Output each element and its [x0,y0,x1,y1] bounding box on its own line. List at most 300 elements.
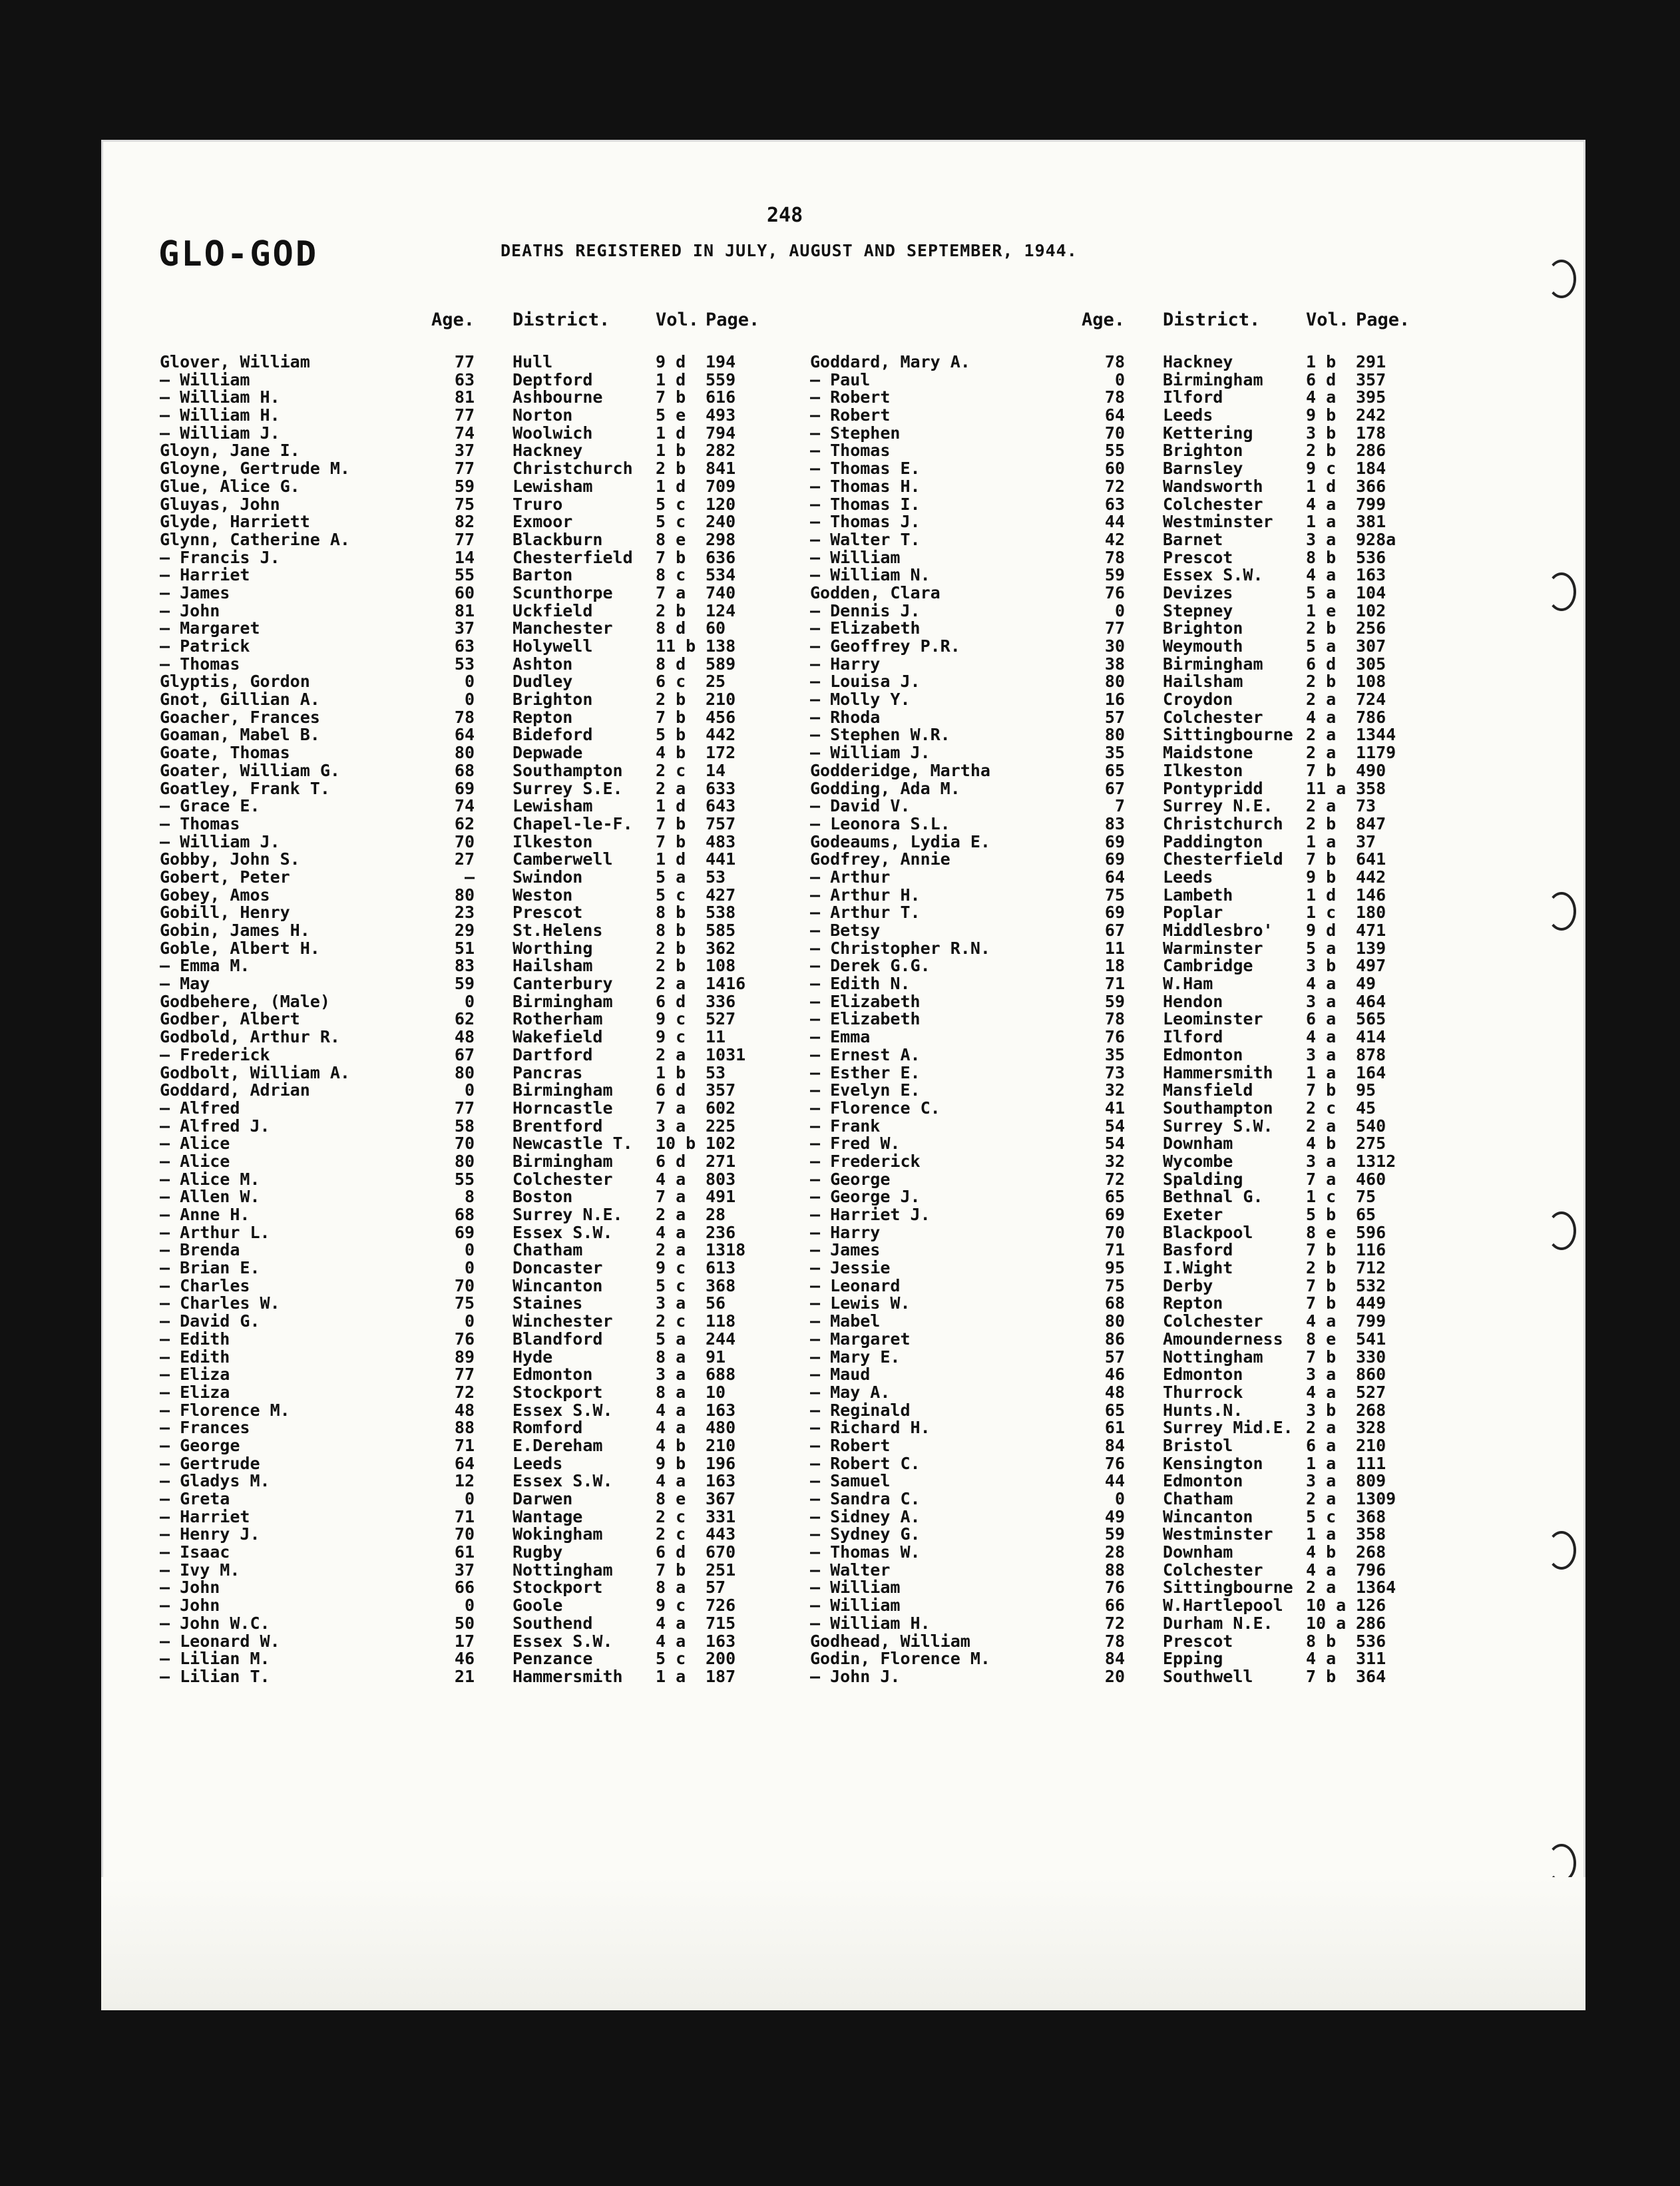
entry-page: 357 [1356,369,1386,389]
entry-name: Glynn, Catherine A. [160,529,350,549]
entry-name: — Henry J. [160,1524,260,1544]
entry-district: Stepney [1163,600,1233,620]
entry-name: — John W.C. [160,1613,270,1633]
entry-district: Woolwich [513,423,593,443]
entry-page: 163 [706,1400,736,1420]
entry-district: Devizes [1163,582,1233,602]
entry-district: Colchester [1163,1311,1263,1331]
entry-name: — Thomas [810,441,891,461]
entry-age: 78 [1104,547,1125,567]
entry-name: — William [810,547,901,567]
entry-name: — Stephen W.R. [810,725,950,745]
entry-name: Gloyne, Gertrude M. [160,459,350,479]
entry-volume: 4 a [1306,387,1337,407]
entry-volume: 8 a [656,1382,686,1402]
entry-district: Pontypridd [1163,778,1263,798]
entry-page: 536 [1356,547,1386,567]
entry-age: 71 [1104,1240,1125,1260]
entry-district: Christchurch [1163,813,1283,833]
entry-district: Brentford [513,1116,603,1136]
punch-hole [1547,572,1576,611]
entry-district: Swindon [513,867,583,887]
entry-volume: 9 d [656,352,686,371]
entry-page: 757 [706,813,736,833]
entry-district: Canterbury [513,974,613,994]
district-header: District. [513,310,610,330]
entry-volume: 6 d [656,1542,686,1562]
entry-district: Hull [513,352,553,371]
entry-volume: 3 a [1306,991,1337,1011]
entry-volume: 11 a [1306,778,1347,798]
entry-page: 643 [706,796,736,816]
vol-header: Vol. [1306,310,1350,330]
entry-district: Pancras [513,1062,583,1082]
entry-age: 28 [1104,1542,1125,1562]
entry-district: Bideford [513,725,593,745]
entry-age: 71 [1104,974,1125,994]
entry-age: 95 [1104,1258,1125,1278]
entry-age: 71 [454,1435,475,1455]
entry-volume: 4 a [656,1418,686,1438]
entry-district: Downham [1163,1542,1233,1562]
entry-age: 59 [1104,991,1125,1011]
entry-volume: 3 a [656,1293,686,1313]
entry-name: — George [160,1435,240,1455]
entry-page: 471 [1356,921,1386,940]
entry-district: Mansfield [1163,1080,1253,1100]
entry-name: — William H. [810,1613,931,1633]
entry-page: 328 [1356,1418,1386,1438]
entry-age: 80 [454,743,475,763]
entry-age: 82 [454,512,475,532]
entry-district: Nottingham [513,1560,613,1580]
entry-page: 251 [706,1560,736,1580]
entry-name: Gobert, Peter [160,867,290,887]
entry-age: 70 [454,1134,475,1154]
entry-age: 17 [454,1631,475,1651]
entry-page: 670 [706,1542,736,1562]
entry-volume: 4 b [1306,1542,1337,1562]
entry-name: — Reginald [810,1400,911,1420]
entry-name: — Paul [810,369,871,389]
entry-age: 37 [454,1560,475,1580]
entry-volume: 7 b [1306,1240,1337,1260]
entry-name: — Robert [810,405,891,425]
entry-volume: 1 b [656,441,686,461]
entry-volume: 3 a [656,1365,686,1385]
entry-volume: 7 b [1306,760,1337,780]
entry-page: 37 [1356,831,1376,851]
entry-page: 108 [706,956,736,976]
entry-age: 20 [1104,1666,1125,1686]
entry-district: Goole [513,1596,563,1616]
entry-district: Basford [1163,1240,1233,1260]
entry-name: — James [160,582,230,602]
entry-name: Godbehere, (Male) [160,991,330,1011]
entry-volume: 4 b [656,1435,686,1455]
entry-page: 589 [706,654,736,674]
entry-page: 786 [1356,707,1386,727]
entry-name: — Harriet [160,565,250,585]
entry-volume: 4 a [1306,565,1337,585]
entry-volume: 2 a [1306,743,1337,763]
entry-age: 59 [1104,1524,1125,1544]
entry-district: Surrey Mid.E. [1163,1418,1293,1438]
entry-page: 712 [1356,1258,1386,1278]
entry-page: 536 [1356,1631,1386,1651]
entry-name: — Frank [810,1116,881,1136]
entry-name: — Alfred J. [160,1116,270,1136]
entry-page: 240 [706,512,736,532]
entry-volume: 6 d [656,1080,686,1100]
entry-page: 11 [706,1027,726,1047]
entry-district: Wantage [513,1506,583,1526]
entry-name: — Margaret [810,1329,911,1349]
entry-district: Ilford [1163,1027,1223,1047]
entry-district: Dartford [513,1044,593,1064]
entry-district: Exmoor [513,512,573,532]
entry-volume: 5 a [656,1329,686,1349]
entry-age: 76 [454,1329,475,1349]
entry-volume: 8 d [656,618,686,638]
entry-page: 146 [1356,885,1386,905]
entry-name: Gnot, Gillian A. [160,690,320,710]
entry-age: 70 [454,831,475,851]
entry-volume: 6 c [656,672,686,692]
entry-district: Prescot [1163,1631,1233,1651]
entry-name: — Geoffrey P.R. [810,636,960,656]
entry-volume: 1 b [656,1062,686,1082]
entry-district: Winchester [513,1311,613,1331]
district-header: District. [1163,310,1261,330]
entry-volume: 9 b [1306,405,1337,425]
punch-hole [1547,1211,1576,1250]
entry-age: 75 [1104,1275,1125,1295]
entry-district: Edmonton [1163,1365,1243,1385]
entry-age: 51 [454,938,475,958]
entry-page: 724 [1356,690,1386,710]
entry-volume: 2 b [1306,1258,1337,1278]
entry-age: 32 [1104,1151,1125,1171]
entry-age: 0 [464,1080,475,1100]
entry-volume: 7 b [1306,1347,1337,1367]
entry-page: 1344 [1356,725,1396,745]
entry-age: 0 [464,1596,475,1616]
entry-page: 456 [706,707,736,727]
entry-page: 688 [706,1365,736,1385]
entry-age: 14 [454,547,475,567]
entry-page: 362 [706,938,736,958]
entry-age: 35 [1104,743,1125,763]
entry-age: 70 [454,1524,475,1544]
entry-page: 1318 [706,1240,746,1260]
entry-volume: 4 a [1306,707,1337,727]
entry-age: 60 [454,582,475,602]
entry-age: 63 [454,636,475,656]
entry-name: — Maud [810,1365,871,1385]
entry-district: Rotherham [513,1009,603,1029]
entry-district: Weston [513,885,573,905]
entry-district: Exeter [1163,1205,1223,1224]
entry-name: — Elizabeth [810,618,921,638]
entry-age: 0 [1114,369,1125,389]
entry-district: Derby [1163,1275,1213,1295]
entry-page: 602 [706,1098,736,1118]
entry-district: Wokingham [513,1524,603,1544]
entry-name: — William H. [160,405,280,425]
entry-district: Maidstone [1163,743,1253,763]
entry-district: Depwade [513,743,583,763]
entry-district: Surrey S.W. [1163,1116,1273,1136]
entry-district: Wincanton [1163,1506,1253,1526]
entry-district: Hendon [1163,991,1223,1011]
entry-age: 64 [1104,405,1125,425]
entry-district: Ashbourne [513,387,603,407]
entry-name: — Jessie [810,1258,891,1278]
entry-name: — Lilian T. [160,1666,270,1686]
entry-page: 709 [706,476,736,496]
entry-page: 540 [1356,1116,1386,1136]
entry-volume: 2 a [1306,1116,1337,1136]
entry-page: 116 [1356,1240,1386,1260]
entry-district: Leeds [513,1453,563,1473]
entry-page: 65 [1356,1205,1376,1224]
entry-age: 76 [1104,1027,1125,1047]
entry-page: 1312 [1356,1151,1396,1171]
entry-name: — Alice M. [160,1169,260,1189]
entry-name: Gobin, James H. [160,921,310,940]
entry-volume: 1 a [1306,1453,1337,1473]
entry-age: 23 [454,903,475,923]
entry-page: 928a [1356,529,1396,549]
entry-page: 441 [706,849,736,869]
entry-volume: 6 d [656,991,686,1011]
entry-age: 41 [1104,1098,1125,1118]
entry-volume: 11 b [656,636,696,656]
entry-volume: 1 a [1306,831,1337,851]
entry-page: 464 [1356,991,1386,1011]
entry-district: St.Helens [513,921,603,940]
entry-name: Gobey, Amos [160,885,270,905]
entry-name: — Arthur [810,867,891,887]
entry-age: 77 [454,1365,475,1385]
entry-page: 358 [1356,1524,1386,1544]
age-header: Age. [1082,310,1126,330]
entry-page: 1309 [1356,1489,1396,1508]
entry-volume: 7 b [1306,849,1337,869]
entry-name: — Arthur H. [810,885,921,905]
entry-page: 809 [1356,1471,1386,1491]
entry-volume: 4 a [1306,974,1337,994]
entry-volume: 7 b [1306,1666,1337,1686]
entry-age: 64 [454,1453,475,1473]
entry-page: 271 [706,1151,736,1171]
entry-age: 72 [1104,476,1125,496]
entry-district: Wycombe [1163,1151,1233,1171]
entry-volume: 2 a [1306,1578,1337,1598]
entry-district: Westminster [1163,1524,1273,1544]
entry-volume: 5 c [656,512,686,532]
entry-volume: 4 a [1306,1382,1337,1402]
entry-name: — Harriet J. [810,1205,931,1224]
entry-name: Glover, William [160,352,310,371]
entry-name: — Lilian M. [160,1649,270,1669]
entry-district: Surrey S.E. [513,778,623,798]
entry-age: 78 [454,707,475,727]
entry-volume: 9 c [656,1009,686,1029]
entry-name: — Edith [160,1329,230,1349]
entry-name: — Leonora S.L. [810,813,950,833]
age-header: Age. [431,310,475,330]
entry-district: Stockport [513,1578,603,1598]
entry-page: 414 [1356,1027,1386,1047]
entry-volume: 8 e [1306,1329,1337,1349]
entry-age: 8 [464,1187,475,1207]
entry-page: 126 [1356,1596,1386,1616]
entry-volume: 5 a [656,867,686,887]
entry-age: 60 [1104,459,1125,479]
entry-page: 286 [1356,441,1386,461]
entry-age: 80 [1104,725,1125,745]
entry-name: Goble, Albert H. [160,938,320,958]
entry-name: — William [810,1596,901,1616]
entry-volume: 1 d [656,796,686,816]
entry-district: Spalding [1163,1169,1243,1189]
entry-volume: 3 b [1306,956,1337,976]
entry-age: 46 [454,1649,475,1669]
entry-name: — Christopher R.N. [810,938,990,958]
entry-volume: 5 c [1306,1506,1337,1526]
entry-district: Thurrock [1163,1382,1243,1402]
entry-page: 73 [1356,796,1376,816]
entry-age: 76 [1104,1453,1125,1473]
entry-volume: 4 a [1306,1311,1337,1331]
entry-volume: 3 a [1306,1151,1337,1171]
entry-age: 29 [454,921,475,940]
entry-age: 65 [1104,1400,1125,1420]
entry-name: — Edith N. [810,974,911,994]
entry-district: W.Hartlepool [1163,1596,1283,1616]
entry-district: Edmonton [513,1365,593,1385]
entry-name: — Alfred [160,1098,240,1118]
entry-district: Camberwell [513,849,613,869]
entry-name: — Esther E. [810,1062,921,1082]
entry-page: 636 [706,547,736,567]
entry-volume: 7 b [1306,1275,1337,1295]
entry-name: — Eliza [160,1382,230,1402]
entry-age: 64 [1104,867,1125,887]
entry-page: 102 [706,1134,736,1154]
entry-volume: 2 a [656,1240,686,1260]
entry-district: Penzance [513,1649,593,1669]
entry-volume: 7 b [656,1560,686,1580]
entry-volume: 2 a [656,974,686,994]
entry-age: 54 [1104,1134,1125,1154]
entry-district: Brighton [1163,441,1243,461]
entry-volume: 7 a [1306,1169,1337,1189]
entry-age: 57 [1104,1347,1125,1367]
entry-age: 75 [1104,885,1125,905]
entry-name: — Sandra C. [810,1489,921,1508]
entry-page: 307 [1356,636,1386,656]
entry-name: Goate, Thomas [160,743,290,763]
entry-name: — Alice [160,1134,230,1154]
entry-page: 483 [706,831,736,851]
entry-age: 61 [454,1542,475,1562]
entry-name: — David G. [160,1311,260,1331]
entry-page: 480 [706,1418,736,1438]
entry-name: — Margaret [160,618,260,638]
entry-age: 0 [1114,1489,1125,1508]
entry-age: 61 [1104,1418,1125,1438]
entry-page: 559 [706,369,736,389]
entry-district: Colchester [1163,494,1263,514]
entry-page: 194 [706,352,736,371]
entry-volume: 6 d [656,1151,686,1171]
entry-volume: 8 e [1306,1222,1337,1242]
entry-district: Truro [513,494,563,514]
entry-page: 443 [706,1524,736,1544]
entry-district: Downham [1163,1134,1233,1154]
entry-page: 291 [1356,352,1386,371]
register-page [101,140,1585,2010]
entry-name: Godbolt, William A. [160,1062,350,1082]
entry-district: Bristol [1163,1435,1233,1455]
entry-district: Norton [513,405,573,425]
entry-district: Surrey N.E. [1163,796,1273,816]
entry-name: Goatley, Frank T. [160,778,330,798]
entry-age: 70 [1104,1222,1125,1242]
entry-name: Glyde, Harriett [160,512,310,532]
entry-page: 200 [706,1649,736,1669]
entry-volume: 9 c [656,1596,686,1616]
entry-name: — Walter [810,1560,891,1580]
entry-volume: 7 a [656,1098,686,1118]
entry-age: 84 [1104,1649,1125,1669]
entry-name: — May A. [810,1382,891,1402]
entry-age: 69 [1104,831,1125,851]
entry-district: Hammersmith [513,1666,623,1686]
entry-age: 48 [1104,1382,1125,1402]
entry-page: 538 [706,903,736,923]
entry-age: 72 [1104,1613,1125,1633]
entry-page: 102 [1356,600,1386,620]
entry-name: — Ivy M. [160,1560,240,1580]
entry-volume: 8 a [656,1578,686,1598]
entry-name: — Thomas W. [810,1542,921,1562]
entry-volume: 1 d [656,476,686,496]
entry-volume: 2 a [1306,796,1337,816]
entry-volume: 8 a [656,1347,686,1367]
entry-age: 62 [454,1009,475,1029]
entry-age: 50 [454,1613,475,1633]
entry-age: 81 [454,387,475,407]
entry-district: Lambeth [1163,885,1233,905]
entry-name: — Mabel [810,1311,881,1331]
entry-district: Birmingham [1163,654,1263,674]
entry-name: — Isaac [160,1542,230,1562]
entry-volume: 1 a [1306,1062,1337,1082]
entry-page: 532 [1356,1275,1386,1295]
entry-page: 799 [1356,1311,1386,1331]
entry-volume: 2 b [1306,672,1337,692]
entry-district: Surrey N.E. [513,1205,623,1224]
entry-district: Southampton [1163,1098,1273,1118]
entry-district: Romford [513,1418,583,1438]
entry-district: Birmingham [513,1080,613,1100]
entry-name: — Elizabeth [810,1009,921,1029]
entry-age: 69 [1104,903,1125,923]
